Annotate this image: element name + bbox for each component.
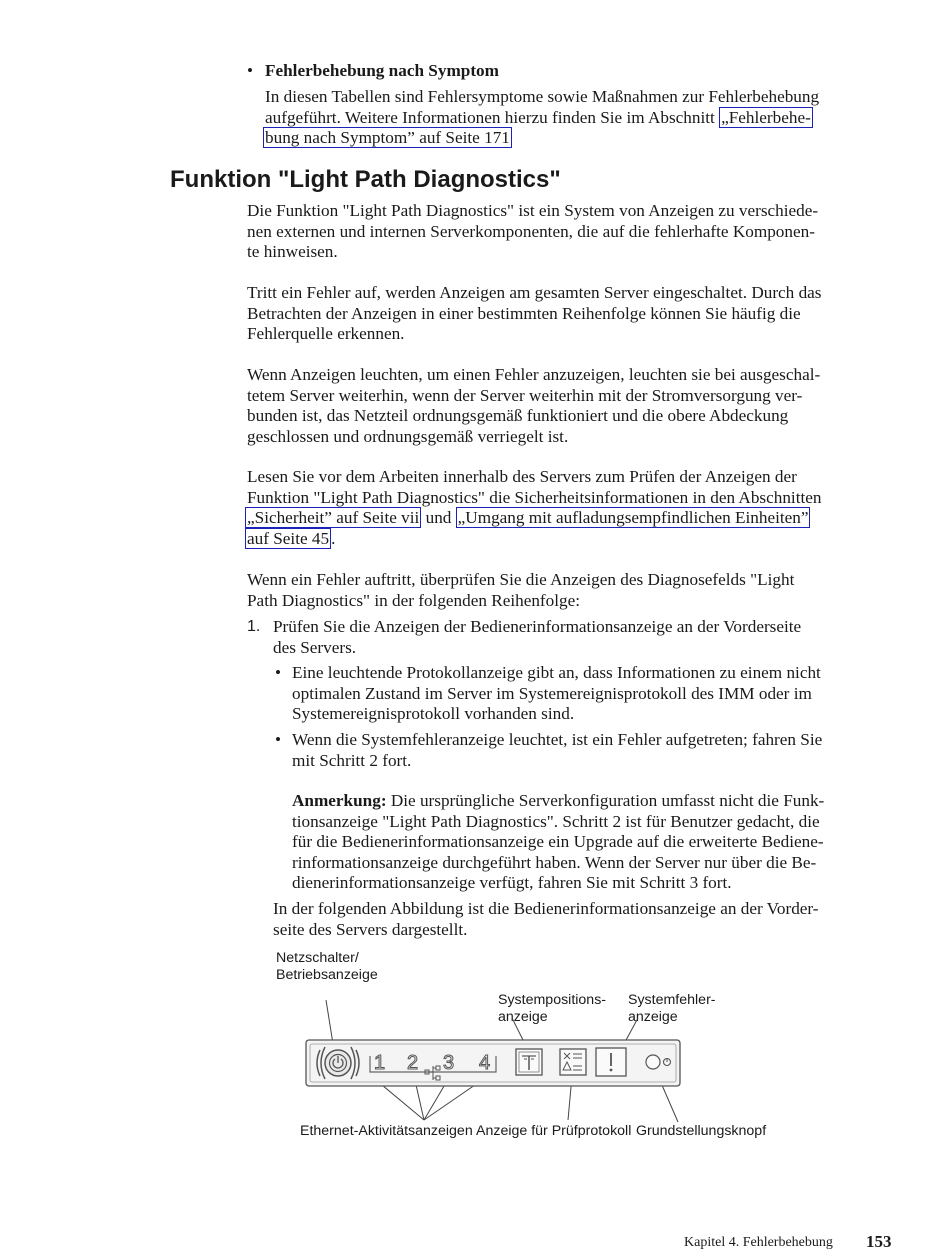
- bullet1-line: optimalen Zustand im Server im Systemereignisprotokoll des IMM oder im: [292, 683, 812, 703]
- sub-bullet-marker: •: [275, 663, 282, 682]
- label-reset: Grundstellungsknopf: [636, 1123, 767, 1139]
- label-locator-line: anzeige: [498, 1009, 548, 1025]
- top-line-2: aufgeführt. Weitere Informationen hierzu finden Sie im Abschnitt: [265, 107, 720, 127]
- system-error-led-icon: [596, 1048, 626, 1076]
- section-heading: Funktion "Light Path Diagnostics": [170, 166, 561, 193]
- figure-intro-line: In der folgenden Abbildung ist die Bedienerinformationsanzeige an der Vorder-: [273, 899, 819, 918]
- top-line-1: In diesen Tabellen sind Fehlersymptome sowie Maßnahmen zur Fehlerbehebung: [265, 87, 820, 106]
- link-handling-part2[interactable]: auf Seite 45: [247, 528, 330, 548]
- label-power-line: Netzschalter/: [276, 950, 359, 966]
- note-block: [292, 791, 824, 894]
- para3-line: bunden ist, das Netzteil ordnungsgemäß funktioniert und die obere Abdeckung: [247, 406, 789, 426]
- label-log: Anzeige für Prüfprotokoll: [476, 1123, 632, 1139]
- figure-intro-line: seite des Servers dargestellt.: [273, 919, 468, 939]
- eth-port-3: 3: [443, 1052, 455, 1074]
- step-number: 1.: [247, 618, 261, 635]
- eth-port-1: 1: [374, 1052, 386, 1074]
- bullet1-line: Systemereignisprotokoll vorhanden sind.: [292, 704, 575, 724]
- para4-line: Funktion "Light Path Diagnostics" die Sicherheitsinformationen in den Abschnitten: [247, 487, 822, 507]
- label-power-line: Betriebsanzeige: [276, 967, 378, 983]
- link-handling-part1[interactable]: „Umgang mit aufladungsempfindlichen Einheiten”: [457, 508, 809, 528]
- label-error-line: Systemfehler-: [628, 992, 716, 1008]
- paragraph-check-order: [247, 570, 794, 611]
- page-number: 153: [866, 1232, 892, 1251]
- check-log-led-icon: [560, 1049, 586, 1075]
- label-ethernet: Ethernet-Aktivitätsanzeigen: [300, 1123, 473, 1139]
- sub-bullet-2: [292, 730, 822, 771]
- note-line: für die Bedienerinformationsanzeige ein Upgrade auf die erweiterte Bediene-: [292, 832, 824, 852]
- label-error-line: anzeige: [628, 1009, 678, 1025]
- note-line: dienerinformationsanzeige verfügt, fahren Sie mit Schritt 3 fort.: [292, 873, 732, 893]
- para5-line: Path Diagnostics" in der folgenden Reihenfolge:: [247, 590, 581, 610]
- para4-line: Lesen Sie vor dem Arbeiten innerhalb des Servers zum Prüfen der Anzeigen der: [247, 467, 797, 486]
- paragraph-fault: [247, 283, 821, 345]
- para4-tail: .: [331, 528, 336, 548]
- paragraph-leds: [247, 365, 820, 447]
- note-line: Die ursprüngliche Serverkonfiguration umfasst nicht die Funk-: [386, 791, 825, 810]
- bullet-title: Fehlerbehebung nach Symptom: [265, 61, 499, 80]
- footer-chapter: Kapitel 4. Fehlerbehebung: [684, 1235, 833, 1250]
- link-symptom-part1[interactable]: „Fehlerbehe-: [721, 107, 811, 127]
- sub-bullet-marker: •: [275, 730, 282, 749]
- bullet1-line: Eine leuchtende Protokollanzeige gibt an, dass Informationen zu einem nicht: [292, 663, 821, 682]
- eth-port-2: 2: [407, 1052, 419, 1074]
- para3-line: Wenn Anzeigen leuchten, um einen Fehler anzuzeigen, leuchten sie bei ausgeschal-: [247, 365, 821, 384]
- paragraph-safety: [247, 467, 821, 549]
- bullet-marker: •: [247, 61, 254, 80]
- para1-line: te hinweisen.: [247, 242, 338, 262]
- para1-line: nen externen und internen Serverkomponenten, die auf die fehlerhafte Komponen-: [247, 221, 815, 241]
- bullet2-line: mit Schritt 2 fort.: [292, 750, 412, 770]
- para3-line: tetem Server weiterhin, wenn der Server weiterhin mit der Stromversorgung ver-: [247, 385, 803, 405]
- link-safety[interactable]: „Sicherheit” auf Seite vii: [247, 508, 420, 528]
- figure-intro: [273, 899, 819, 940]
- note-line: tionsanzeige "Light Path Diagnostics". Schritt 2 ist für Benutzer gedacht, die: [292, 811, 820, 831]
- step-1-text: [273, 617, 801, 658]
- paragraph-intro: [247, 201, 818, 263]
- para2-line: Betrachten der Anzeigen in einer bestimmten Reihenfolge können Sie häufig die: [247, 303, 801, 323]
- para5-line: Wenn ein Fehler auftritt, überprüfen Sie die Anzeigen des Diagnosefelds "Light: [247, 570, 795, 589]
- operator-panel-figure: [290, 980, 730, 1130]
- top-paragraph: [265, 87, 905, 149]
- note-label: Anmerkung:: [292, 791, 387, 810]
- para1-line: Die Funktion "Light Path Diagnostics" ist ein System von Anzeigen zu verschiede-: [247, 201, 819, 220]
- step1-line: des Servers.: [273, 637, 357, 657]
- para2-line: Tritt ein Fehler auf, werden Anzeigen am gesamten Server eingeschaltet. Durch das: [247, 283, 822, 302]
- label-power: [276, 950, 378, 984]
- sub-bullet-1: [292, 663, 821, 725]
- bullet2-line: Wenn die Systemfehleranzeige leuchtet, ist ein Fehler aufgetreten; fahren Sie: [292, 730, 823, 749]
- para2-line: Fehlerquelle erkennen.: [247, 324, 405, 344]
- step1-line: Prüfen Sie die Anzeigen der Bedienerinformationsanzeige an der Vorderseite: [273, 617, 802, 636]
- note-line: rinformationsanzeige durchgeführt haben. Wenn der Server nur über die Be-: [292, 852, 817, 872]
- para4-und: und: [421, 508, 456, 528]
- para3-line: geschlossen und ordnungsgemäß verriegelt ist.: [247, 426, 569, 446]
- link-symptom-part2[interactable]: bung nach Symptom” auf Seite 171: [265, 128, 510, 148]
- eth-port-4: 4: [479, 1052, 491, 1074]
- label-locator-line: Systempositions-: [498, 992, 607, 1008]
- locator-led-icon: [516, 1049, 542, 1075]
